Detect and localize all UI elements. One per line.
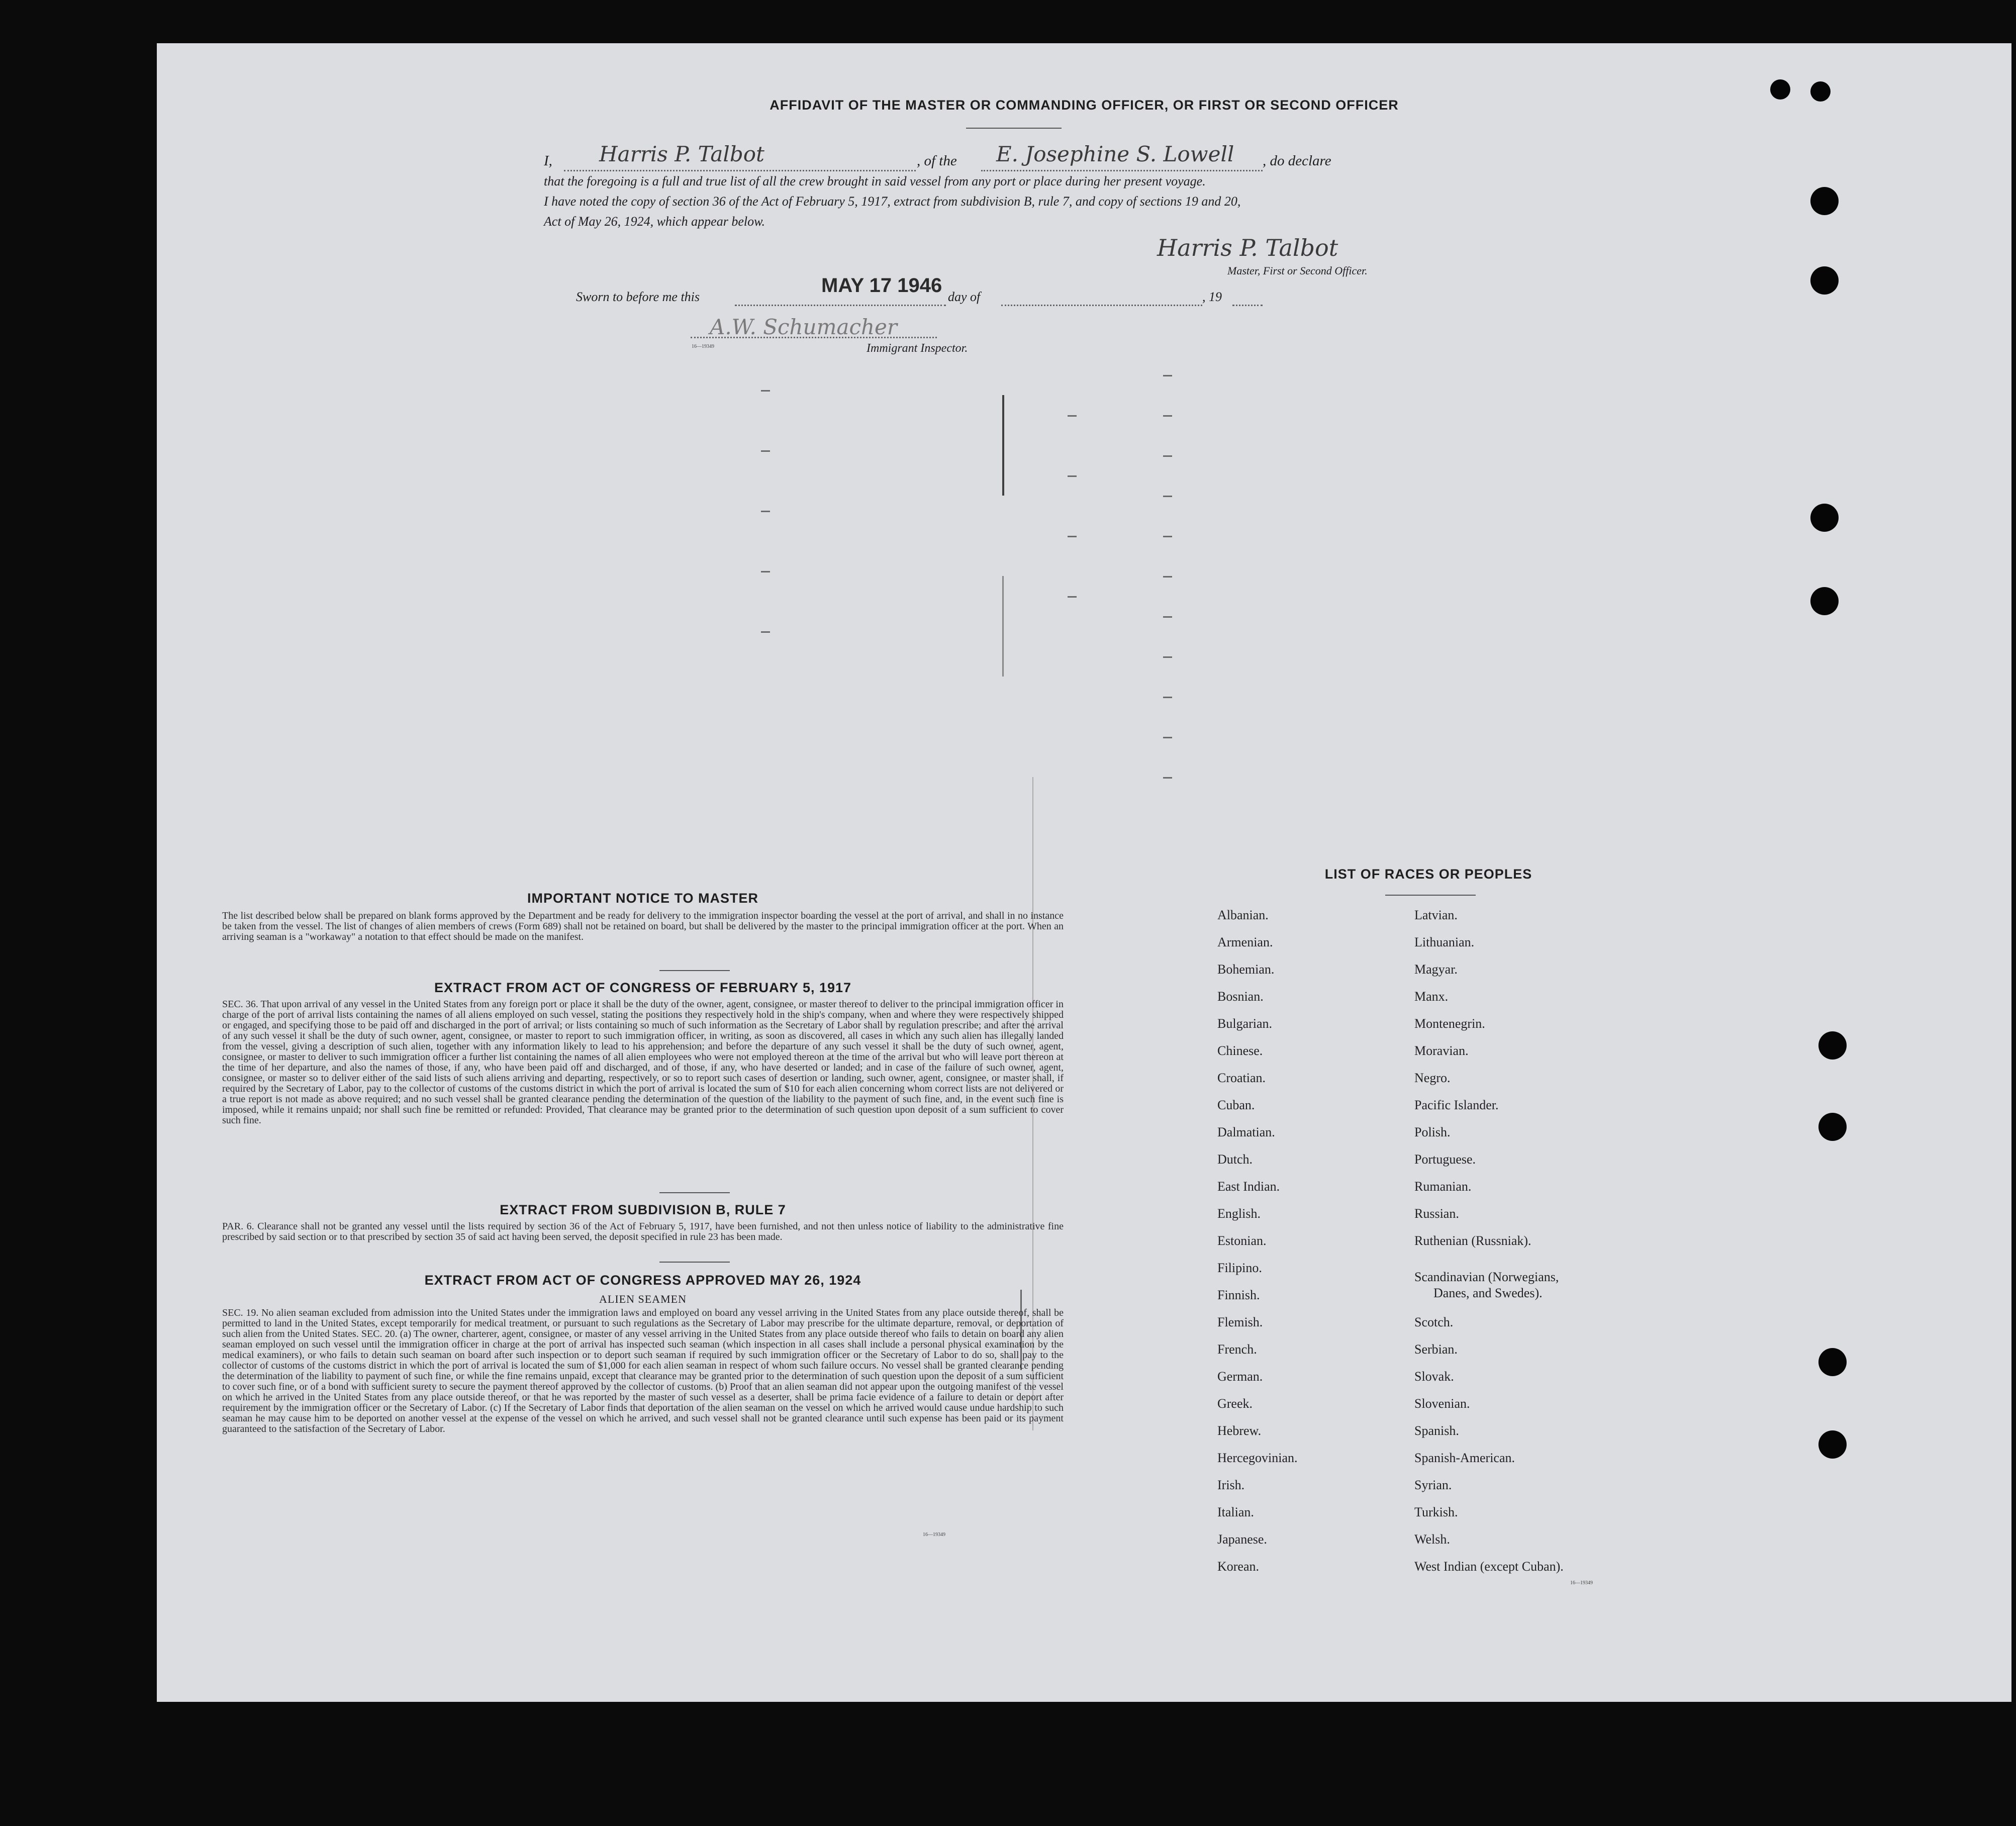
race-item: German. xyxy=(1217,1369,1263,1384)
sworn-prefix: Sworn to before me this xyxy=(576,290,700,304)
race-item: Turkish. xyxy=(1414,1505,1458,1519)
race-item: Albanian. xyxy=(1217,908,1269,922)
column-tick xyxy=(1068,596,1077,598)
races-title: LIST OF RACES OR PEOPLES xyxy=(1324,867,1532,882)
race-item: East Indian. xyxy=(1217,1179,1280,1194)
punch-hole xyxy=(1810,504,1839,532)
title-divider xyxy=(966,128,1062,129)
race-item: Japanese. xyxy=(1217,1532,1267,1547)
month-line xyxy=(1001,305,1202,306)
vessel-name-handwritten: E. Josephine S. Lowell xyxy=(996,142,1234,166)
race-item: Rumanian. xyxy=(1414,1179,1472,1194)
race-item: Bohemian. xyxy=(1217,962,1275,977)
column-tick xyxy=(761,571,770,572)
rule7-title: EXTRACT FROM SUBDIVISION B, RULE 7 xyxy=(500,1202,786,1217)
race-item: Negro. xyxy=(1414,1071,1451,1085)
section-divider xyxy=(659,1262,730,1263)
affidavit-line3: I have noted the copy of section 36 of the Act of February 5, 1917, extract from subdivision B, rule 7, and copy of sections 19 and 20, xyxy=(544,194,1241,209)
column-tick xyxy=(1163,656,1172,658)
race-item: Greek. xyxy=(1217,1396,1253,1411)
column-tick xyxy=(1163,777,1172,779)
race-item: Dutch. xyxy=(1217,1152,1253,1167)
race-item: Estonian. xyxy=(1217,1233,1267,1248)
extract-1924-subtitle: ALIEN SEAMEN xyxy=(599,1293,687,1305)
inspector-title: Immigrant Inspector. xyxy=(867,342,968,355)
race-item: Dalmatian. xyxy=(1217,1125,1275,1139)
race-item: English. xyxy=(1217,1206,1261,1221)
race-item: Slovak. xyxy=(1414,1369,1454,1384)
race-item: Korean. xyxy=(1217,1559,1260,1574)
race-item: Bosnian. xyxy=(1217,989,1264,1004)
race-item: Chinese. xyxy=(1217,1043,1263,1058)
race-item: Finnish. xyxy=(1217,1288,1260,1302)
rule7-body: PAR. 6. Clearance shall not be granted any vessel until the lists required by section 36 of the Act of February 5, 1917, have been furnished, and not then unless notice of liability to the administrative fine prescribed by said section or to that prescribed by section 35 of said act having been served, the deposit specified in rule 23 has been made. xyxy=(222,1221,1064,1242)
punch-hole xyxy=(1818,1113,1847,1141)
race-item: Pacific Islander. xyxy=(1414,1098,1499,1112)
column-tick xyxy=(1068,475,1077,477)
race-item: Moravian. xyxy=(1414,1043,1469,1058)
punch-hole xyxy=(1770,79,1790,100)
race-item: Croatian. xyxy=(1217,1071,1266,1085)
master-signature: Harris P. Talbot xyxy=(1157,234,1338,261)
affidavit-of-the: , of the xyxy=(917,153,957,169)
column-tick xyxy=(1163,496,1172,497)
race-item: Portuguese. xyxy=(1414,1152,1476,1167)
race-item: Hebrew. xyxy=(1217,1423,1262,1438)
race-item: French. xyxy=(1217,1342,1257,1357)
race-item: Manx. xyxy=(1414,989,1449,1004)
race-item: Russian. xyxy=(1414,1206,1459,1221)
notice-title: IMPORTANT NOTICE TO MASTER xyxy=(527,891,758,906)
year-prefix: , 19 xyxy=(1202,290,1222,304)
race-item: Slovenian. xyxy=(1414,1396,1470,1411)
column-tick xyxy=(1068,415,1077,417)
race-item: Irish. xyxy=(1217,1478,1245,1492)
race-item: Armenian. xyxy=(1217,935,1273,949)
race-item: Danes, and Swedes). xyxy=(1433,1286,1543,1300)
race-item: West Indian (except Cuban). xyxy=(1414,1559,1564,1574)
column-tick xyxy=(1163,455,1172,457)
punch-hole xyxy=(1818,1348,1847,1376)
race-item: Hercegovinian. xyxy=(1217,1451,1298,1465)
column-tick xyxy=(1163,415,1172,417)
column-tick xyxy=(1163,697,1172,698)
punch-hole xyxy=(1810,587,1839,615)
race-item: Serbian. xyxy=(1414,1342,1458,1357)
race-item: Italian. xyxy=(1217,1505,1254,1519)
column-tick xyxy=(1163,737,1172,738)
races-divider xyxy=(1385,895,1476,896)
extract-1924-title: EXTRACT FROM ACT OF CONGRESS APPROVED MAY 26, 1924 xyxy=(424,1273,861,1288)
extract-1917-body: SEC. 36. That upon arrival of any vessel in the United States from any foreign port or place it shall be the duty of the owner, agent, consignee, or master thereof to deliver to the principal immigration officer in charge of the port of arrival lists containing the names of all aliens employed on such vessel, stating the positions they respectively hold in the ship's company, when and where they were respectively shipped or engaged, and specifying those to be paid off and discharged in the port of arrival; or lists containing so much of such information as the Secretary of Labor shall by regulation prescribe; and after the arrival of any such vessel it shall be the duty of such owner, agent, consignee, or master to report to such immigration officer, in writing, as soon as discovered, all cases in which any such alien has illegally landed from the vessel, giving a description of such alien, together with any information likely to lead to his apprehension; and before the departure of any such vessel it shall be the duty of such owner, agent, consignee, or master to deliver to such immigration officer a further list containing the names of all alien employees who were not employed thereon at the time of the arrival but who will leave port thereon at the time of her departure, and also the names of those, if any, who have been paid off and discharged, and of those, if any, who have deserted or landed; and in case of the failure of such owner, agent, consignee, or master so to deliver either of the said lists of such aliens arriving and departing, respectively, or so to report such cases of desertion or landing, such owner, agent, consignee, or master shall, if required by the Secretary of Labor, pay to the collector of customs of the customs district in which the port of arrival is located the sum of $10 for each alien concerning whom correct lists are not delivered or a true report is not made as above required; and no such vessel shall be granted clearance pending the determination of the question of the liability to the payment of such fine, and, in the event such fine is imposed, while it remains unpaid; nor shall such fine be remitted or refunded: Provided, That clearance may be granted prior to the determination of such question upon deposit of a sum sufficient to cover such fine. xyxy=(222,999,1064,1126)
sworn-date-line xyxy=(735,305,946,306)
document-page xyxy=(157,43,2011,1702)
race-item: Spanish-American. xyxy=(1414,1451,1515,1465)
column-tick xyxy=(1068,536,1077,537)
column-tick xyxy=(1163,576,1172,578)
race-item: Polish. xyxy=(1414,1125,1451,1139)
column-tick xyxy=(761,390,770,392)
name-line xyxy=(564,170,916,171)
column-tick xyxy=(761,631,770,633)
form-number: 16—19349 xyxy=(692,344,714,349)
form-number: 16—19349 xyxy=(1570,1580,1593,1586)
section-divider xyxy=(659,970,730,971)
day-of-label: day of xyxy=(948,290,981,304)
race-item: Syrian. xyxy=(1414,1478,1452,1492)
race-item: Montenegrin. xyxy=(1414,1016,1485,1031)
fold-mark xyxy=(1002,395,1004,496)
column-tick xyxy=(761,511,770,512)
race-item: Scandinavian (Norwegians, xyxy=(1414,1270,1559,1284)
affidavit-line2: that the foregoing is a full and true list of all the crew brought in said vessel from any port or place during her present voyage. xyxy=(544,174,1206,188)
affidavit-line4: Act of May 26, 1924, which appear below. xyxy=(544,214,765,229)
column-tick xyxy=(1163,375,1172,376)
race-item: Welsh. xyxy=(1414,1532,1450,1547)
column-tick xyxy=(1163,616,1172,618)
race-item: Ruthenian (Russniak). xyxy=(1414,1233,1531,1248)
section-divider xyxy=(659,1192,730,1193)
column-tick xyxy=(761,450,770,452)
affidavit-title: AFFIDAVIT OF THE MASTER OR COMMANDING OFFICER, OR FIRST OR SECOND OFFICER xyxy=(770,98,1399,113)
affidavit-do-declare: , do declare xyxy=(1263,153,1331,169)
fold-mark xyxy=(1002,576,1004,677)
punch-hole xyxy=(1818,1031,1847,1060)
punch-hole xyxy=(1810,187,1839,215)
race-item: Filipino. xyxy=(1217,1261,1262,1275)
inspector-signature: A.W. Schumacher xyxy=(710,315,897,339)
race-item: Lithuanian. xyxy=(1414,935,1475,949)
master-name-signature: Harris P. Talbot xyxy=(599,142,764,166)
column-tick xyxy=(1163,536,1172,537)
extract-1917-title: EXTRACT FROM ACT OF CONGRESS OF FEBRUARY 5, 1917 xyxy=(434,980,852,995)
affidavit-i-prefix: I, xyxy=(544,153,552,169)
extract-1924-body: SEC. 19. No alien seaman excluded from admission into the United States under the immigration laws and employed on board any vessel arriving in the United States from any place outside thereof, shall be permitted to land in the United States, except temporarily for medical treatment, or pursuant to such regulations as the Secretary of Labor may prescribe for the ultimate departure, removal, or deportation of such alien from the United States. SEC. 20. (a) The owner, charterer, agent, consignee, or master of any vessel arriving in the United States from any place outside thereof who fails to detain on board any alien seaman employed on such vessel until the immigration officer in charge at the port of arrival has inspected such seaman (which inspection in all cases shall include a personal physical examination by the medical examiners), or who fails to detain such seaman on board after such inspection or to deport such seaman if required by such immigration officer or the Secretary of Labor to do so, shall pay to the collector of customs of the customs district in which the port of arrival is located the sum of $1,000 for each alien seaman in respect of whom such failure occurs. No vessel shall be granted clearance pending the determination of the liability to payment of such fine, or while the fine remains unpaid, except that clearance may be granted prior to the determination of such question upon the deposit of a sum sufficient to cover such fine, or of a bond with sufficient surety to secure the payment thereof approved by the collector of customs. (b) Proof that an alien seaman did not appear upon the outgoing manifest of the vessel on which he arrived in the United States from any place outside thereof, or that he was reported by the master of such vessel as a deserter, shall be prima facie evidence of a failure to detain or deport after requirement by the immigration officer or the Secretary of Labor. (c) If the Secretary of Labor finds that deportation of the alien seaman on the vessel on which he arrived would cause undue hardship to such seaman he may cause him to be deported on another vessel at the expense of the vessel on which he arrived, and such vessel shall not be granted clearance until such expense has been paid or its payment guaranteed to the satisfaction of the Secretary of Labor. xyxy=(222,1307,1064,1434)
race-item: Bulgarian. xyxy=(1217,1016,1273,1031)
race-item: Flemish. xyxy=(1217,1315,1263,1329)
race-item: Spanish. xyxy=(1414,1423,1459,1438)
race-item: Cuban. xyxy=(1217,1098,1255,1112)
form-number: 16—19349 xyxy=(923,1532,945,1537)
race-item: Scotch. xyxy=(1414,1315,1454,1329)
signer-title: Master, First or Second Officer. xyxy=(1227,264,1368,277)
date-stamp: MAY 17 1946 xyxy=(821,274,942,297)
vessel-line xyxy=(981,170,1263,171)
race-item: Latvian. xyxy=(1414,908,1458,922)
race-item: Magyar. xyxy=(1414,962,1458,977)
notice-body: The list described below shall be prepared on blank forms approved by the Department and be ready for delivery to the immigration inspector boarding the vessel at the port of arrival, and shall in no instance be taken from the vessel. The list of changes of alien members of crews (Form 689) shall not be retained on board, but shall be delivered by the master to the principal immigration officer at the port. When an arriving seaman is a "workaway" a notation to that effect should be made on the manifest. xyxy=(222,910,1064,942)
punch-hole xyxy=(1810,266,1839,295)
punch-hole xyxy=(1818,1430,1847,1459)
year-line xyxy=(1232,305,1263,306)
